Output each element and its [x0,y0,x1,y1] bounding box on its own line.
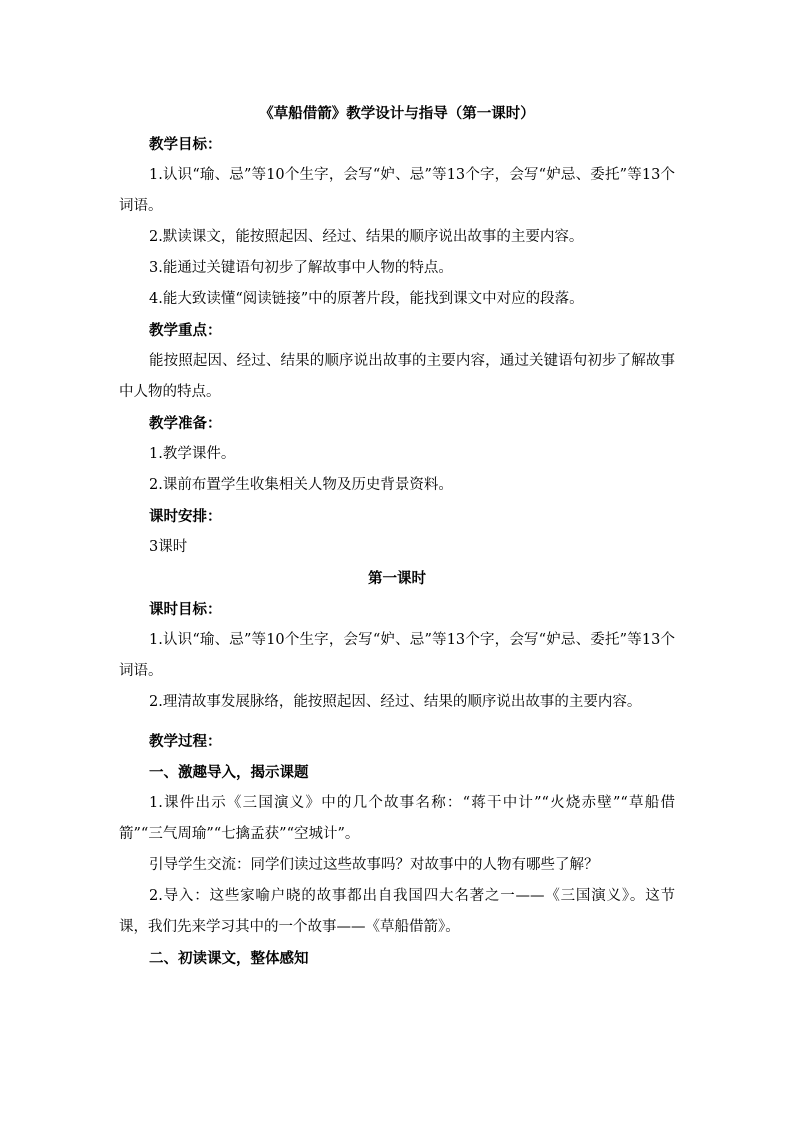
goal-item: 2.默读课文，能按照起因、经过、结果的顺序说出故事的主要内容。 [149,229,584,245]
prep-heading: 教学准备： [149,415,222,432]
goal-item: 3.能通过关键语句初步了解故事中人物的特点。 [149,260,453,276]
prep-item: 2.课前布置学生收集相关人物及历史背景资料。 [149,477,453,493]
process-heading: 教学过程： [149,733,222,750]
lesson-goal-item: 1.认识“瑜、忌”等10个生字，会写“妒、忌”等13个字，会写“妒忌、委托”等13个词语。 [119,632,675,679]
lesson1-heading: 第一课时 [368,570,426,587]
step1-heading: 一、激趣导入，揭示课题 [149,764,309,781]
focus-heading: 教学重点： [149,322,222,339]
schedule-heading: 课时安排： [149,508,222,525]
step1-para: 1.课件出示《三国演义》中的几个故事名称：“蒋干中计”“火烧赤壁”“草船借箭”“三气周瑜”“七擒孟获”“空城计”。 [119,795,675,842]
lesson-goals-heading: 课时目标： [149,601,222,618]
goals-heading: 教学目标： [149,136,222,153]
document-body [119,98,675,974]
schedule-text: 3课时 [149,539,188,555]
step1-para: 2.导入：这些家喻户晓的故事都出自我国四大名著之一——《三国演义》。这节课，我们先来学习其中的一个故事——《草船借箭》。 [119,888,675,935]
focus-text: 能按照起因、经过、结果的顺序说出故事的主要内容，通过关键语句初步了解故事中人物的特点。 [119,353,675,400]
document-title: 《草船借箭》教学设计与指导（第一课时） [259,105,535,122]
step1-para: 引导学生交流：同学们读过这些故事吗？对故事中的人物有哪些了解？ [149,857,599,873]
goal-item: 1.认识“瑜、忌”等10个生字，会写“妒、忌”等13个字，会写“妒忌、委托”等13个词语。 [119,167,675,214]
goal-item: 4.能大致读懂“阅读链接”中的原著片段，能找到课文中对应的段落。 [149,291,584,307]
lesson-goal-item: 2.理清故事发展脉络，能按照起因、经过、结果的顺序说出故事的主要内容。 [149,694,642,710]
prep-item: 1.教学课件。 [149,446,236,462]
spacer [119,718,675,726]
step2-heading: 二、初读课文，整体感知 [149,950,309,967]
